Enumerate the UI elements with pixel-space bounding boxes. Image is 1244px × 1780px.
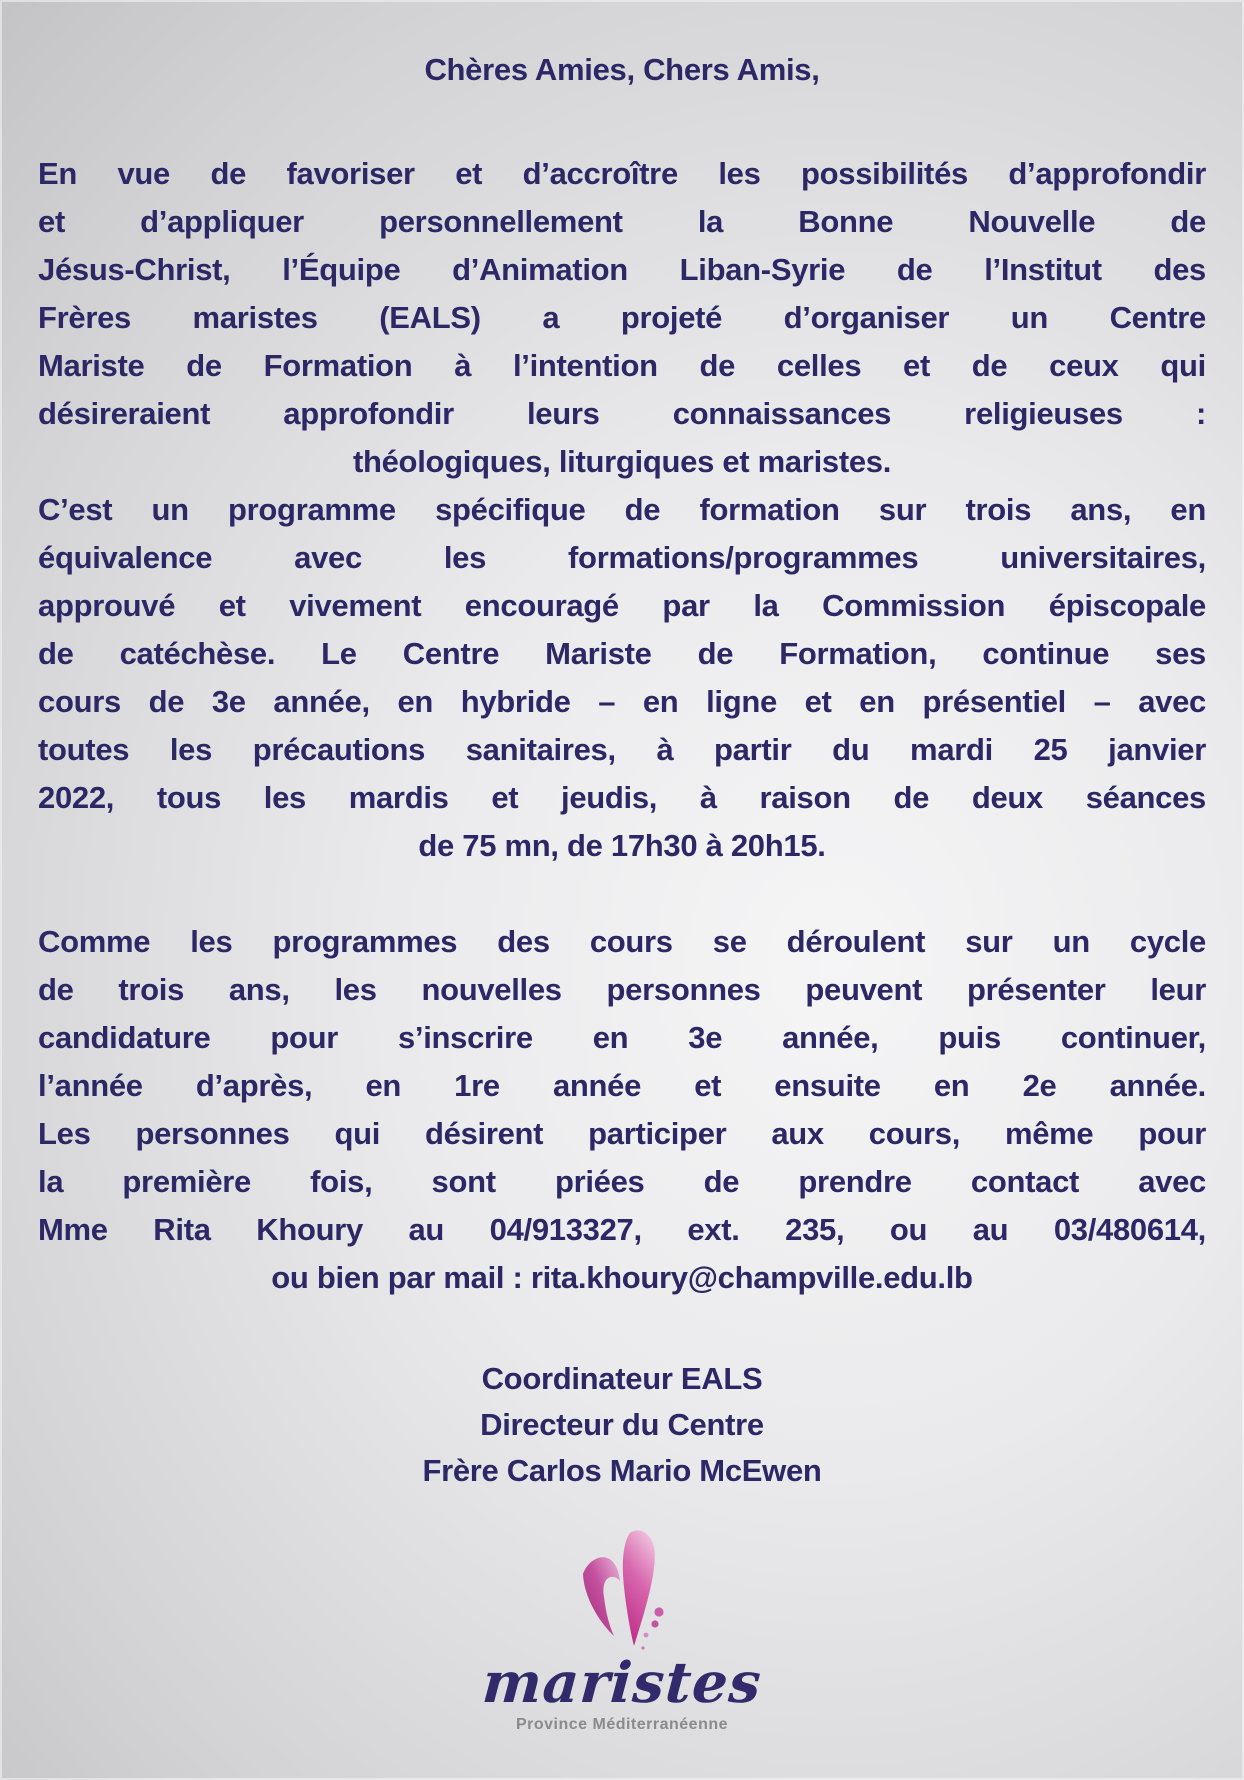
paragraph-line: l’année d’après, en 1re année et ensuite en 2e année.: [38, 1068, 1206, 1103]
logo-caption: Province Méditerranéenne: [515, 1716, 729, 1733]
paragraph-line: Comme les programmes des cours se déroulent sur un cycle: [38, 924, 1206, 959]
signature-block: [38, 1356, 1206, 1494]
paragraph-line: candidature pour s’inscrire en 3e année, puis continuer,: [38, 1020, 1206, 1055]
paragraph-line: Les personnes qui désirent participer aux cours, même pour: [38, 1116, 1206, 1151]
paragraph-line: de 75 mn, de 17h30 à 20h15.: [418, 828, 826, 863]
paragraph-line-email: ou bien par mail : rita.khoury@champville.edu.lb: [271, 1260, 973, 1295]
salutation: Chères Amies, Chers Amis,: [424, 52, 820, 87]
logo-wordmark: maristes: [480, 1650, 764, 1716]
maristes-logo: [38, 1528, 1206, 1736]
paragraph-line: Mme Rita Khoury au 04/913327, ext. 235, ou au 03/480614,: [38, 1212, 1206, 1247]
paragraph-line: équivalence avec les formations/programmes universitaires,: [38, 540, 1206, 575]
paragraph-line: toutes les précautions sanitaires, à partir du mardi 25 janvier: [38, 732, 1206, 767]
paragraph-line: cours de 3e année, en hybride – en ligne et en présentiel – avec: [38, 684, 1206, 719]
paragraph-inscription: [38, 918, 1206, 1302]
paragraph-line: approuvé et vivement encouragé par la Commission épiscopale: [38, 588, 1206, 623]
paragraph-line: de catéchèse. Le Centre Mariste de Formation, continue ses: [38, 636, 1206, 671]
signature-role: Coordinateur EALS: [481, 1361, 763, 1396]
paragraph-line: En vue de favoriser et d’accroître les possibilités d’approfondir: [38, 156, 1206, 191]
signature-name: Frère Carlos Mario McEwen: [422, 1453, 822, 1488]
paragraph-line: désireraient approfondir leurs connaissances religieuses :: [38, 396, 1206, 431]
paragraph-line: Jésus-Christ, l’Équipe d’Animation Liban-Syrie de l’Institut des: [38, 252, 1206, 287]
paragraph-line: 2022, tous les mardis et jeudis, à raison de deux séances: [38, 780, 1206, 815]
paragraph-line: de trois ans, les nouvelles personnes peuvent présenter leur: [38, 972, 1206, 1007]
heart-icon: [574, 1528, 670, 1652]
paragraph-programme: [38, 486, 1206, 870]
paragraph-line: Mariste de Formation à l’intention de celles et de ceux qui: [38, 348, 1206, 383]
paragraph-line: et d’appliquer personnellement la Bonne Nouvelle de: [38, 204, 1206, 239]
paragraph-line: la première fois, sont priées de prendre contact avec: [38, 1164, 1206, 1199]
paragraph-line: théologiques, liturgiques et maristes.: [352, 444, 892, 479]
paragraph-line: Frères maristes (EALS) a projeté d’organiser un Centre: [38, 300, 1206, 335]
signature-role: Directeur du Centre: [480, 1407, 764, 1442]
paragraph-line: C’est un programme spécifique de formation sur trois ans, en: [38, 492, 1206, 527]
paragraph-intro: [38, 150, 1206, 486]
